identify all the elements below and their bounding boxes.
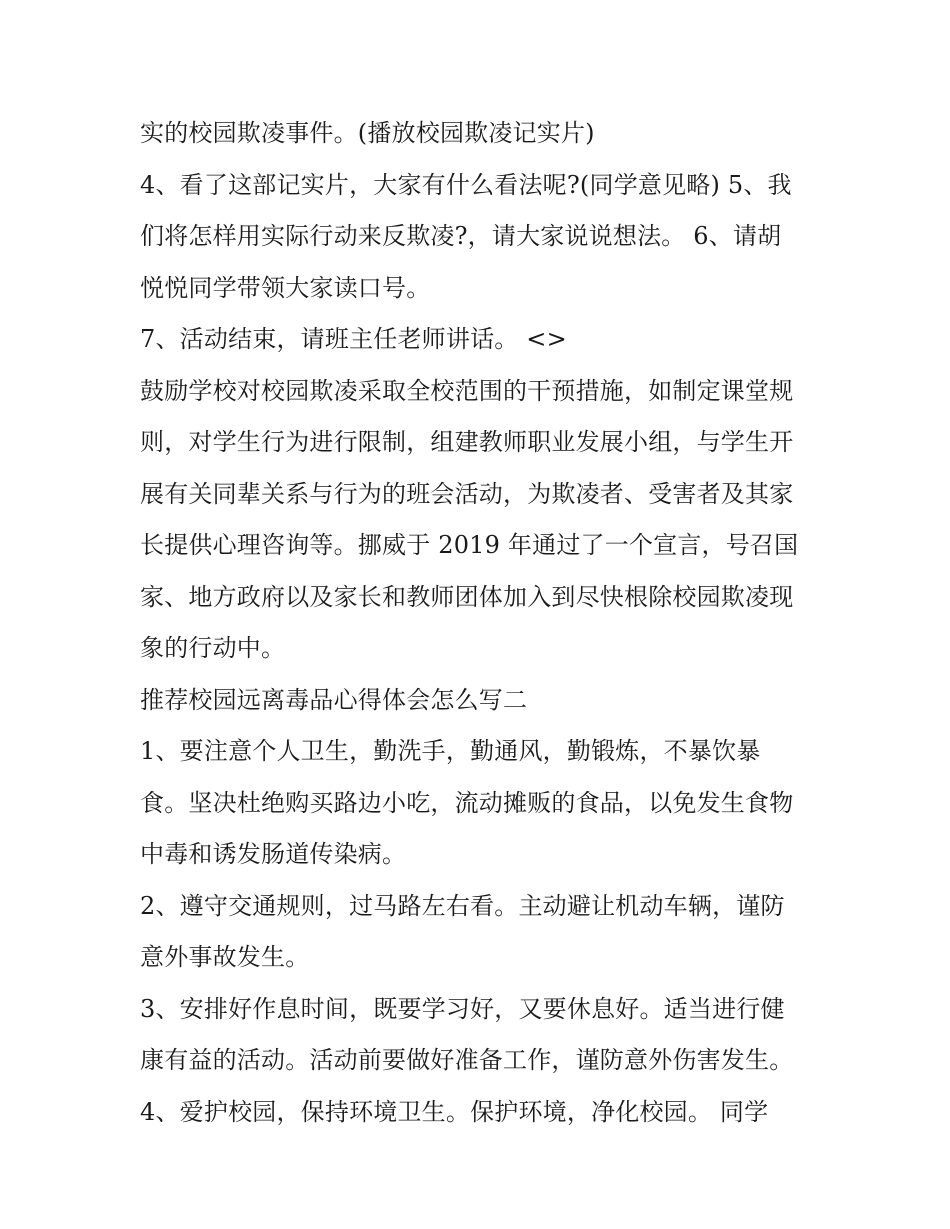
text-line: 象的行动中。 xyxy=(140,634,286,662)
document-body xyxy=(140,108,820,1138)
text-line: 1、要注意个人卫生，勤洗手，勤通风，勤锻炼，不暴饮暴 xyxy=(140,737,761,765)
text-line: 意外事故发生。 xyxy=(140,943,310,971)
text-line: 长提供心理咨询等。挪威于 2019 年通过了一个宣言，号召国 xyxy=(140,531,799,559)
text-line: 康有益的活动。活动前要做好准备工作，谨防意外伤害发生。 xyxy=(140,1046,794,1074)
text-line: 家、地方政府以及家长和教师团体加入到尽快根除校园欺凌现 xyxy=(140,582,794,611)
text-line: 4、看了这部记实片，大家有什么看法呢?(同学意见略) 5、我 xyxy=(140,170,792,199)
text-line: 中毒和诱发肠道传染病。 xyxy=(140,840,407,868)
text-line: 7、活动结束，请班主任老师讲话。 <> xyxy=(140,325,567,353)
text-line: 们将怎样用实际行动来反欺凌?，请大家说说想法。 6、请胡 xyxy=(140,222,782,250)
text-line: 悦悦同学带领大家读口号。 xyxy=(140,273,431,302)
text-line: 4、爱护校园，保持环境卫生。保护环境，净化校园。 同学 xyxy=(140,1097,769,1126)
text-line: 实的校园欺凌事件。(播放校园欺凌记实片) xyxy=(140,119,595,147)
text-line: 则，对学生行为进行限制，组建教师职业发展小组，与学生开 xyxy=(140,428,794,456)
text-line: 2、遵守交通规则，过马路左右看。主动避让机动车辆，谨防 xyxy=(140,891,785,920)
text-line: 食。坚决杜绝购买路边小吃，流动摊贩的食品，以免发生食物 xyxy=(140,788,794,817)
text-line: 展有关同辈关系与行为的班会活动，为欺凌者、受害者及其家 xyxy=(140,479,794,508)
section-heading: 推荐校园远离毒品心得体会怎么写二 xyxy=(140,685,528,714)
text-line: 3、安排好作息时间，既要学习好，又要休息好。适当进行健 xyxy=(140,994,785,1023)
text-line: 鼓励学校对校园欺凌采取全校范围的干预措施，如制定课堂规 xyxy=(140,376,794,405)
